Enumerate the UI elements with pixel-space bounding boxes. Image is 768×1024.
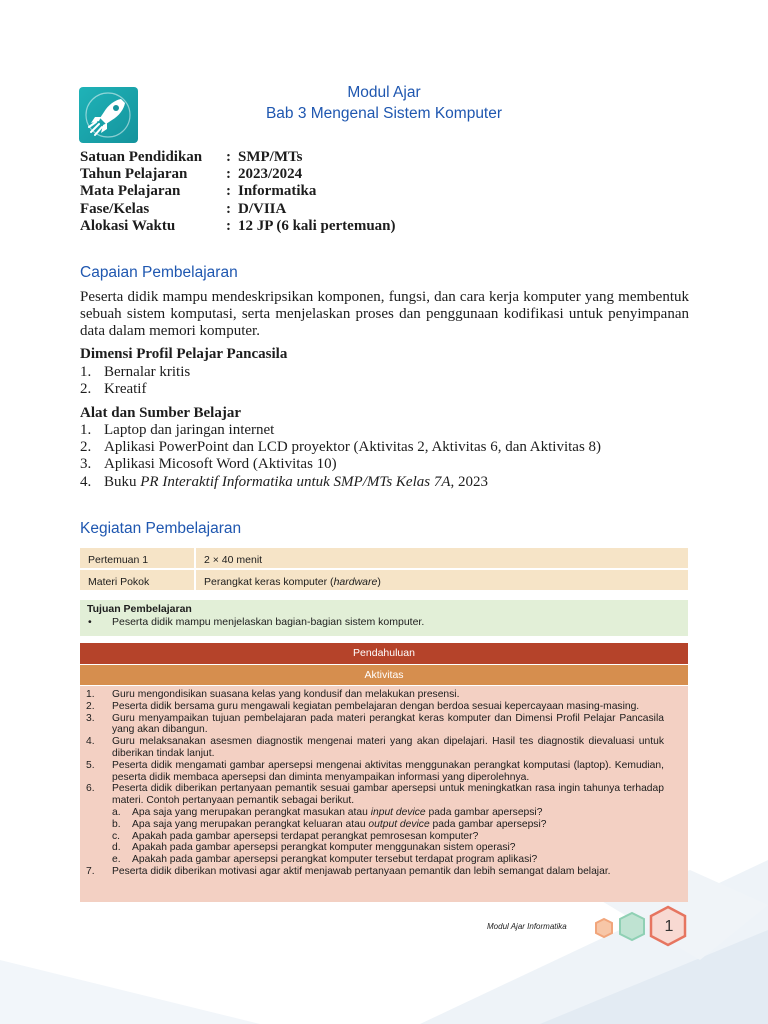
info-row — [80, 218, 396, 235]
kegiatan-heading: Kegiatan Pembelajaran — [80, 520, 242, 537]
pertemuan-label: Pertemuan 1 — [88, 554, 149, 566]
activity-item — [86, 760, 664, 784]
subquestion-letter: e. — [112, 854, 121, 866]
pertemuan-value: 2 × 40 menit — [194, 548, 688, 568]
activity-num: 7. — [86, 865, 95, 877]
list-item — [80, 422, 601, 439]
info-value: 2023/2024 — [238, 166, 303, 183]
page-number: 1 — [664, 918, 674, 935]
tujuan-heading: Tujuan Pembelajaran — [87, 603, 192, 615]
activity-item — [86, 701, 664, 713]
subquestion-text: Apakah pada gambar apersepsi perangkat komputer menggunakan sistem operasi? — [132, 842, 516, 854]
subquestion-text — [132, 807, 542, 819]
list-text: Aplikasi Micosoft Word (Aktivitas 10) — [104, 456, 337, 473]
activity-num: 3. — [86, 712, 95, 724]
materi-italic: hardware — [333, 576, 378, 588]
table-row — [80, 548, 688, 570]
info-sep: : — [226, 200, 231, 217]
materi-close: ) — [377, 576, 381, 588]
capaian-text: Peserta didik mampu mendeskripsikan komponen, fungsi, dan cara kerja komputer yang membentuk sebuah sistem komputasi, serta menjelaskan proses dan penggunaan kodifikasi untuk penyimpanan data dalam memori komputer. — [80, 289, 689, 339]
activity-list — [80, 686, 688, 902]
activity-text: Guru menyampaikan tujuan pembelajaran pada materi perangkat keras komputer dan Dimensi Profil Pelajar Pancasila yang akan dibangun. — [112, 712, 664, 736]
tujuan-bullet: • — [88, 616, 92, 628]
subquestion-item — [112, 854, 664, 866]
activity-text: Peserta didik diberikan pertanyaan pemantik sesuai gambar apersepsi untuk meningkatkan rasa ingin tahunya terhadap materi. Contoh pertanyaan pemantik sebagai berikut. — [112, 783, 664, 807]
list-num: 1. — [80, 364, 92, 380]
tujuan-box — [80, 600, 688, 636]
activity-item — [86, 689, 664, 701]
list-item — [80, 364, 190, 381]
info-row — [80, 166, 396, 183]
chapter-title: Bab 3 Mengenal Sistem Komputer — [265, 105, 503, 122]
info-key: Satuan Pendidikan — [80, 149, 203, 165]
info-sep: : — [226, 217, 231, 234]
info-value: D/VIIA — [238, 200, 287, 217]
dimensi-list — [80, 364, 190, 398]
subquestion-letter: d. — [112, 842, 121, 854]
activity-num: 2. — [86, 700, 95, 712]
book-prefix: Buku — [104, 473, 141, 490]
subquestion-text: Apakah pada gambar apersepsi perangkat komputer tersebut terdapat program aplikasi? — [132, 854, 538, 866]
list-item — [80, 381, 190, 398]
subquestion-letter: b. — [112, 818, 121, 830]
book-year: , 2023 — [450, 473, 489, 490]
activity-item — [86, 783, 664, 807]
activity-num: 4. — [86, 736, 95, 748]
activity-num: 6. — [86, 783, 95, 795]
activity-num: 1. — [86, 689, 95, 700]
identity-info — [80, 149, 396, 235]
subquestion-pre: Apa saja yang merupakan perangkat keluaran atau — [132, 818, 369, 830]
subquestion-post: pada gambar apersepsi? — [425, 806, 543, 818]
info-row — [80, 183, 396, 200]
info-key: Alokasi Waktu — [80, 217, 176, 234]
subquestion-item — [112, 842, 664, 854]
book-title: PR Interaktif Informatika untuk SMP/MTs Kelas 7A — [140, 473, 451, 490]
activity-text: Peserta didik diberikan motivasi agar aktif menjawab pertanyaan pemantik dan lebih semangat dalam belajar. — [112, 865, 611, 877]
list-text: Kreatif — [104, 381, 147, 398]
info-sep: : — [226, 166, 231, 183]
hexagon-green — [620, 913, 644, 940]
hexagon-orange — [596, 919, 612, 937]
subquestion-term: input device — [370, 806, 426, 818]
activity-num: 5. — [86, 759, 95, 771]
activity-item — [86, 736, 664, 760]
info-key: Fase/Kelas — [80, 200, 150, 217]
info-row — [80, 149, 396, 166]
aktivitas-bar: Aktivitas — [80, 665, 688, 685]
footer-label: Modul Ajar Informatika — [487, 922, 567, 931]
list-num: 4. — [80, 473, 92, 490]
capaian-heading: Capaian Pembelajaran — [80, 264, 238, 281]
info-value: SMP/MTs — [238, 149, 303, 165]
materi-label: Materi Pokok — [88, 576, 150, 588]
activity-text: Guru mengondisikan suasana kelas yang kondusif dan melakukan presensi. — [112, 689, 460, 700]
table-row — [80, 570, 688, 592]
subquestion-letter: a. — [112, 806, 121, 818]
activity-text: Peserta didik mengamati gambar apersepsi mengenai aktivitas menggunakan perangkat komputasi (laptop). Kemudian, peserta didik membaca apersepsi dan diminta menyampaikan informasi yang diperolehnya. — [112, 759, 664, 783]
info-value: Informatika — [238, 183, 317, 200]
list-num: 2. — [80, 381, 92, 398]
subquestion-term: output device — [368, 818, 430, 830]
list-text: Laptop dan jaringan internet — [104, 422, 275, 438]
list-item — [80, 456, 601, 473]
activity-item — [86, 866, 664, 878]
list-text: Aplikasi PowerPoint dan LCD proyektor (Aktivitas 2, Aktivitas 6, dan Aktivitas 8) — [104, 439, 602, 456]
tujuan-text: Peserta didik mampu menjelaskan bagian-bagian sistem komputer. — [112, 616, 425, 628]
subquestion-item — [112, 819, 664, 831]
info-value: 12 JP (6 kali pertemuan) — [238, 217, 396, 234]
info-key: Tahun Pelajaran — [80, 166, 188, 183]
pendahuluan-bar: Pendahuluan — [80, 643, 688, 664]
activity-text: Peserta didik bersama guru mengawali kegiatan pembelajaran dengan berdoa sesuai kepercayaan masing-masing. — [112, 700, 640, 712]
subquestion-text: Apakah pada gambar apersepsi terdapat perangkat pemrosesan komputer? — [132, 830, 479, 842]
alat-heading: Alat dan Sumber Belajar — [80, 405, 241, 421]
subquestion-text — [132, 819, 546, 831]
info-row — [80, 201, 396, 218]
subquestion-letter: c. — [112, 830, 121, 842]
subquestion-item — [112, 807, 664, 819]
info-sep: : — [226, 149, 231, 165]
list-item — [80, 474, 601, 491]
materi-text: Perangkat keras komputer ( — [204, 576, 334, 588]
subquestion-item — [112, 831, 664, 843]
dimensi-heading: Dimensi Profil Pelajar Pancasila — [80, 346, 288, 362]
alat-list — [80, 422, 601, 491]
info-sep: : — [226, 183, 231, 200]
meeting-table — [80, 548, 688, 592]
activity-text: Guru melaksanakan asesmen diagnostik mengenai materi yang akan dipelajari. Hasil tes diagnostik dievaluasi untuk diberikan tindak lanjut. — [112, 736, 664, 759]
list-text — [104, 474, 488, 491]
info-key: Mata Pelajaran — [80, 183, 181, 200]
list-num: 1. — [80, 422, 92, 438]
activity-item — [86, 713, 664, 737]
subquestion-pre: Apa saja yang merupakan perangkat masukan atau — [132, 806, 371, 818]
subquestion-post: pada gambar apersepsi? — [429, 818, 547, 830]
list-text: Bernalar kritis — [104, 364, 191, 380]
list-item — [80, 439, 601, 456]
list-num: 2. — [80, 439, 92, 456]
document-title: Modul Ajar — [347, 84, 421, 101]
list-num: 3. — [80, 456, 92, 473]
materi-value — [194, 570, 688, 590]
